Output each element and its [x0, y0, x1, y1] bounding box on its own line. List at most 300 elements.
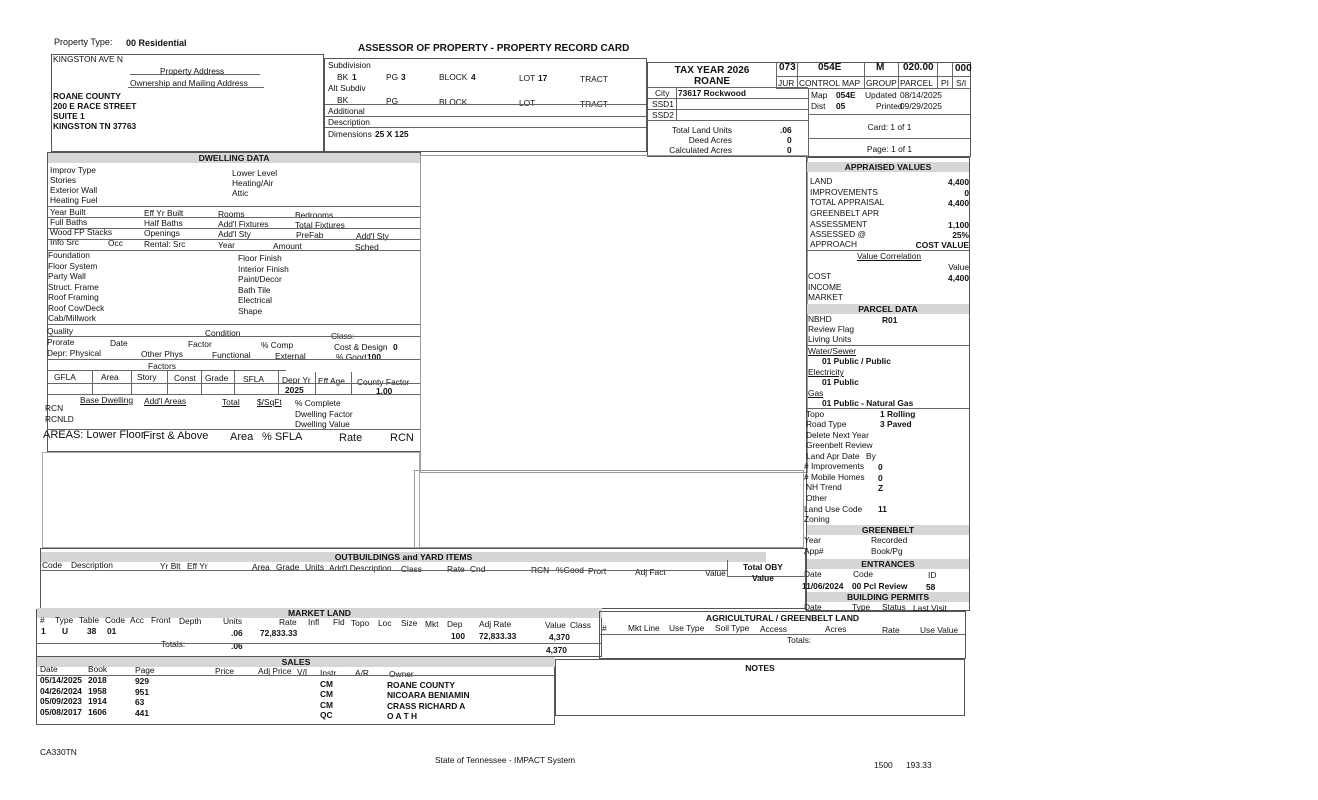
ob-cnd-label: Cnd [470, 564, 486, 574]
sale-1-date: 05/14/2025 [40, 675, 82, 685]
interior-finish-label: Interior Finish [238, 264, 289, 274]
ml-code-label: Code [105, 615, 126, 625]
ml-fld-label: Fld [333, 617, 345, 627]
sale-3-book: 1914 [88, 696, 107, 706]
greenbelt-year-label: Year [804, 535, 821, 545]
attic-label: Attic [232, 188, 249, 198]
rate-label: Rate [339, 432, 363, 444]
updated-label: Updated [865, 90, 897, 100]
alt-subdiv-label: Alt Subdiv [328, 83, 366, 93]
improvements-value: 0 [964, 188, 969, 198]
party-wall-label: Party Wall [48, 271, 86, 281]
prorate-label: Prorate [47, 337, 75, 347]
factors-label: Factors [148, 361, 176, 371]
ml-adj-rate-label: Adj Rate [479, 619, 512, 629]
cost-design-value: 0 [393, 342, 398, 352]
total-oby-label: Total OBY [743, 562, 783, 572]
ag-num-label: # [602, 623, 607, 633]
ag-totals-label: Totals: [787, 635, 812, 645]
rcnld-label: RCNLD [45, 414, 74, 424]
const-label: Const [174, 373, 196, 383]
tract-label: TRACT [580, 74, 608, 84]
sales-box [36, 657, 555, 725]
ml-topo-label: Topo [351, 618, 370, 628]
electrical-label: Electrical [238, 295, 272, 305]
depr-physical-label: Depr: Physical [47, 348, 101, 358]
ob-prort-label: Prort [588, 566, 607, 576]
gfla-label: GFLA [54, 372, 76, 382]
jur-value: 073 [779, 62, 796, 73]
nbhd-label: NBHD [808, 314, 832, 324]
exterior-wall-label: Exterior Wall [50, 185, 98, 195]
ml-mkt-label: Mkt [425, 619, 439, 629]
occ-label: Occ [108, 238, 123, 248]
cab-millwork-label: Cab/Millwork [48, 313, 96, 323]
assessment-label: ASSESSMENT [810, 219, 868, 229]
total-appraisal-value: 4,400 [948, 198, 969, 208]
bk-label: BK [337, 72, 349, 82]
cost-value: 4,400 [948, 273, 969, 283]
full-baths-label: Full Baths [50, 217, 88, 227]
calc-acres-label: Calculated Acres [669, 145, 732, 155]
rental-src-label: Rental: Src [144, 239, 186, 249]
ob-class-label: Class [401, 564, 422, 574]
updated-value: 08/14/2025 [900, 90, 942, 100]
form-code: CA330TN [40, 747, 77, 757]
road-type-value: 3 Paved [880, 419, 912, 429]
system-name: State of Tennessee - IMPACT System [435, 755, 576, 765]
entrances-id-label: ID [928, 570, 937, 580]
class-label: Class: [331, 331, 355, 341]
cost-label: COST [808, 271, 832, 281]
block-value: 4 [471, 72, 476, 82]
sales-page-label: Page [135, 665, 155, 675]
ml-row-table: 38 [87, 626, 97, 636]
ml-totals-label: Totals: [161, 639, 186, 649]
subdivision-label: Subdivision [328, 60, 371, 70]
num-improvements-value: 0 [878, 462, 883, 472]
date-label: Date [110, 338, 128, 348]
greenbelt-review-label: Greenbelt Review [806, 440, 873, 450]
printed-value: 09/29/2025 [900, 101, 942, 111]
ml-type-label: Type [55, 615, 74, 625]
control-map-value: 054E [818, 62, 842, 73]
dist-value: 05 [836, 101, 846, 111]
property-address: KINGSTON AVE N [53, 54, 123, 64]
map-value: 054E [836, 90, 856, 100]
ob-rcn-label: RCN [531, 565, 550, 575]
sale-2-page: 951 [135, 687, 149, 697]
entrances-code-label: Code [853, 569, 874, 579]
base-dwelling-label: Base Dwelling [80, 395, 134, 405]
approach-label: APPROACH [810, 239, 858, 249]
ml-row-adj-rate: 72,833.33 [479, 631, 517, 641]
permits-type-label: Type [852, 602, 871, 612]
dwelling-value-label: Dwelling Value [295, 419, 350, 429]
ml-rate-label: Rate [279, 617, 297, 627]
permits-date-label: Date [804, 602, 822, 612]
ag-acres-label: Acres [825, 624, 847, 634]
nh-trend-value: Z [878, 483, 884, 493]
tract2-label: TRACT [580, 99, 608, 109]
greenbelt-bookpg-label: Book/Pg [871, 546, 903, 556]
land-use-code-label: Land Use Code [804, 504, 863, 514]
sales-instr-label: Instr [320, 668, 337, 678]
greenbelt-recorded-label: Recorded [871, 535, 908, 545]
area-col-label: Area [101, 372, 119, 382]
depr-yr-label: Depr Yr [282, 375, 311, 385]
functional-label: Functional [212, 350, 251, 360]
ag-use-type-label: Use Type [669, 623, 705, 633]
road-type-label: Road Type [806, 419, 847, 429]
water-sewer-label: Water/Sewer [808, 346, 857, 356]
ml-dep-label: Dep [447, 619, 463, 629]
pi-label: PI [941, 78, 949, 88]
rcn-col-label: RCN [390, 432, 414, 444]
ag-rate-label: Rate [882, 625, 900, 635]
ml-row-dep: 100 [451, 631, 465, 641]
sales-date-label: Date [40, 664, 58, 674]
ob-description-label: Description [71, 560, 113, 570]
improv-type-label: Improv Type [50, 165, 96, 175]
market-label: MARKET [808, 292, 843, 302]
ob-adj-fact-label: Adj Fact [635, 567, 666, 577]
sale-2-instr: CM [320, 689, 334, 699]
ag-access-label: Access [760, 624, 787, 634]
addl-fixtures-label: Add'l Fixtures [218, 219, 269, 229]
sale-3-page: 63 [135, 697, 145, 707]
owner-line-4: KINGSTON TN 37763 [53, 121, 137, 131]
paint-decor-label: Paint/Decor [238, 274, 282, 284]
shape-label: Shape [238, 306, 263, 316]
living-units-label: Living Units [808, 334, 852, 344]
ob-eff-yr-label: Eff Yr [187, 561, 208, 571]
bk-value: 1 [352, 72, 357, 82]
total-land-units-value: .06 [780, 125, 792, 135]
appraised-values-title: APPRAISED VALUES [807, 162, 969, 172]
greenbelt-apr-label: GREENBELT APR [810, 208, 880, 218]
rooms-label: Rooms [218, 209, 245, 219]
jur-label: JUR [778, 78, 795, 88]
notes-title: NOTES [745, 663, 775, 673]
ml-infl-label: Infl [308, 617, 320, 627]
sales-ar-label: A/R [355, 668, 369, 678]
bk2-label: BK [337, 95, 349, 105]
ml-value-label: Value [545, 620, 566, 630]
county-factor-label: County Factor [357, 377, 410, 387]
topo-label: Topo [806, 409, 825, 419]
year-label: Year [218, 240, 235, 250]
first-above-label: First & Above [143, 430, 209, 442]
ob-grade-label: Grade [276, 562, 300, 572]
county-factor-value: 1.00 [376, 386, 393, 396]
ag-land-title: AGRICULTURAL / GREENBELT LAND [705, 613, 860, 623]
floor-system-label: Floor System [48, 261, 98, 271]
sfla-label: SFLA [243, 374, 264, 384]
depr-yr-value: 2025 [285, 385, 304, 395]
value-correlation-label: Value Correlation [857, 251, 922, 261]
pct-comp-label: % Comp [261, 340, 294, 350]
pct-good-label: % Good [336, 352, 367, 362]
gas-label: Gas [808, 388, 824, 398]
areas-area-label: Area [230, 431, 254, 443]
ob-units-label: Units [305, 562, 325, 572]
rcn-label: RCN [45, 403, 64, 413]
dwelling-data-title: DWELLING DATA [48, 153, 420, 163]
county-name: ROANE [693, 76, 731, 87]
additional-label: Additional [328, 106, 365, 116]
amount-label: Amount [273, 241, 302, 251]
topo-value: 1 Rolling [880, 409, 916, 419]
addl-sty-2-label: Add'l Sty [356, 231, 389, 241]
land-label: LAND [810, 176, 833, 186]
calc-acres-value: 0 [787, 145, 792, 155]
bedrooms-label: Bedrooms [295, 210, 334, 220]
quality-label: Quality [47, 326, 74, 336]
dist-label: Dist [811, 101, 826, 111]
city-label: City [655, 88, 670, 98]
printed-label: Printed [876, 101, 903, 111]
sketch-lower-area [414, 470, 804, 548]
sale-2-date: 04/26/2024 [40, 686, 82, 696]
market-land-title: MARKET LAND [37, 608, 602, 618]
value-column-label: Value [948, 262, 969, 272]
sale-4-page: 441 [135, 708, 149, 718]
ml-table-label: Table [79, 615, 100, 625]
parcel-value: 020.00 [903, 62, 934, 73]
grade-label: Grade [205, 373, 229, 383]
group-value: M [876, 62, 885, 73]
land-use-code-value: 11 [878, 504, 887, 514]
owner-line-2: 200 E RACE STREET [53, 101, 137, 111]
city-value: 73617 Rockwood [678, 88, 746, 98]
bath-tile-label: Bath Tile [238, 285, 271, 295]
external-label: External [275, 351, 306, 361]
income-label: INCOME [808, 282, 842, 292]
eff-age-label: Eff Age [318, 376, 345, 386]
year-built-label: Year Built [50, 207, 86, 217]
ml-size-label: Size [401, 618, 418, 628]
pg-value: 3 [401, 72, 406, 82]
sale-2-owner: NICOARA BENIAMIN [387, 690, 470, 700]
ml-row-type: U [62, 626, 69, 636]
total-appraisal-label: TOTAL APPRAISAL [810, 197, 885, 207]
sale-1-instr: CM [320, 679, 334, 689]
total-land-units-label: Total Land Units [671, 125, 732, 135]
half-baths-label: Half Baths [144, 218, 183, 228]
ml-acc-label: Acc [130, 615, 144, 625]
story-label: Story [137, 372, 157, 382]
permits-status-label: Status [882, 602, 906, 612]
land-value: 4,400 [948, 177, 969, 187]
property-type-label: Property Type: [54, 37, 113, 47]
num-improvements-label: # Improvements [804, 461, 865, 471]
sales-vi-label: V/I [297, 667, 308, 677]
lot-label: LOT [519, 73, 536, 83]
heating-fuel-label: Heating Fuel [50, 195, 98, 205]
sale-3-date: 05/09/2023 [40, 696, 82, 706]
ml-row-num: 1 [41, 626, 46, 636]
pct-good-value: 100 [367, 352, 381, 362]
other-label: Other [806, 493, 827, 503]
other-phys-label: Other Phys [141, 349, 183, 359]
num-mobile-homes-label: # Mobile Homes [804, 472, 865, 482]
sale-4-date: 05/08/2017 [40, 707, 82, 717]
total-oby-value-label: Value [752, 573, 774, 583]
ssd2-label: SSD2 [652, 110, 674, 120]
sqft-label: $/SqFt [257, 397, 282, 407]
ml-front-label: Front [151, 615, 171, 625]
addl-areas-label: Add'l Areas [144, 396, 187, 406]
map-label: Map [811, 90, 828, 100]
sale-1-owner: ROANE COUNTY [387, 680, 455, 690]
entrance-id: 58 [926, 582, 936, 592]
eff-yr-built-label: Eff Yr Built [144, 208, 184, 218]
sales-adj-price-label: Adj Price [258, 666, 292, 676]
sched-label: Sched [355, 242, 379, 252]
ob-code-label: Code [42, 560, 63, 570]
sale-3-owner: CRASS RICHARD A [387, 701, 466, 711]
assessed-at-value: 25% [952, 230, 969, 240]
ob-pct-good-label: %Good [556, 565, 584, 575]
ownership-label: Ownership and Mailing Address [130, 78, 248, 88]
ob-value-label: Value [705, 568, 726, 578]
areas-lower-floor-label: AREAS: Lower Floor [43, 429, 145, 441]
nh-trend-label: NH Trend [806, 482, 842, 492]
wood-fp-stacks-label: Wood FP Stacks [50, 227, 113, 237]
zoning-label: Zoning [804, 514, 830, 524]
electricity-label: Electricity [808, 367, 844, 377]
parcel-data-title: PARCEL DATA [807, 304, 969, 314]
dwelling-factor-label: Dwelling Factor [295, 409, 353, 419]
parcel-label: PARCEL [900, 78, 933, 88]
roof-cov-label: Roof Cov/Deck [48, 303, 105, 313]
stories-label: Stories [50, 175, 77, 185]
ml-row-code: 01 [107, 626, 117, 636]
permits-last-visit-label: Last Visit [913, 603, 947, 613]
sales-owner-label: Owner [389, 669, 414, 679]
ob-rate-label: Rate [447, 564, 465, 574]
delete-next-year-label: Delete Next Year [806, 430, 869, 440]
lot-value: 17 [538, 73, 548, 83]
property-type-value: 00 Residential [126, 38, 187, 48]
cost-design-label: Cost & Design [334, 342, 388, 352]
prefab-label: PreFab [296, 230, 324, 240]
addl-sty-label: Add'l Sty [218, 229, 251, 239]
floor-finish-label: Floor Finish [238, 253, 282, 263]
sales-price-label: Price [215, 666, 235, 676]
sale-1-page: 929 [135, 676, 149, 686]
lot2-label: LOT [519, 98, 536, 108]
property-address-label: Property Address [160, 66, 225, 76]
owner-line-1: ROANE COUNTY [53, 91, 121, 101]
footer-number-2: 193.33 [906, 760, 932, 770]
tax-year: TAX YEAR 2026 [674, 65, 750, 76]
deed-acres-label: Deed Acres [688, 135, 732, 145]
sales-title: SALES [37, 657, 555, 667]
deed-acres-value: 0 [787, 135, 792, 145]
ml-row-rate: 72,833.33 [260, 628, 298, 638]
outbuildings-title: OUTBUILDINGS and YARD ITEMS [41, 552, 766, 562]
page-title: ASSESSOR OF PROPERTY - PROPERTY RECORD CARD [358, 43, 630, 54]
electricity-value: 01 Public [822, 377, 859, 387]
sale-3-instr: CM [320, 700, 334, 710]
ssd1-label: SSD1 [652, 99, 674, 109]
entrance-date: 11/06/2024 [802, 581, 844, 591]
pct-complete-label: % Complete [295, 398, 341, 408]
foundation-label: Foundation [48, 250, 90, 260]
gas-value: 01 Public - Natural Gas [822, 398, 914, 408]
control-map-label: CONTROL MAP [799, 78, 861, 88]
entrances-date-label: Date [804, 569, 822, 579]
owner-line-3: SUITE 1 [53, 111, 85, 121]
ob-area-label: Area [252, 562, 270, 572]
total-fixtures-label: Total Fixtures [295, 220, 345, 230]
entrances-title: ENTRANCES [807, 559, 969, 569]
ml-row-value: 4,370 [549, 632, 570, 642]
water-sewer-value: 01 Public / Public [822, 356, 891, 366]
info-src-label: Info Src [50, 237, 79, 247]
greenbelt-app-label: App# [804, 546, 824, 556]
ml-totals-units: .06 [231, 641, 243, 651]
sketch-area [420, 155, 808, 473]
block-label: BLOCK [439, 72, 468, 82]
sales-book-label: Book [88, 664, 108, 674]
ml-grand-total: 4,370 [546, 645, 567, 655]
nbhd-value: R01 [882, 315, 898, 325]
by-label: By [866, 451, 876, 461]
ag-soil-type-label: Soil Type [715, 623, 750, 633]
improvements-label: IMPROVEMENTS [810, 187, 878, 197]
group-label: GROUP [866, 78, 897, 88]
roof-framing-label: Roof Framing [48, 292, 99, 302]
greenbelt-title: GREENBELT [807, 525, 969, 535]
ml-num-label: # [40, 615, 45, 625]
openings-label: Openings [144, 228, 180, 238]
ml-depth-label: Depth [179, 616, 202, 626]
lower-level-label: Lower Level [232, 168, 278, 178]
approach-value: COST VALUE [915, 240, 969, 250]
block2-label: BLOCK [439, 97, 468, 107]
condition-label: Condition [205, 328, 241, 338]
ml-row-units: .06 [231, 628, 243, 638]
description-label: Description [328, 117, 370, 127]
num-mobile-homes-value: 0 [878, 473, 883, 483]
ml-class-label: Class [570, 620, 591, 630]
assessed-at-label: ASSESSED @ [810, 229, 866, 239]
struct-frame-label: Struct. Frame [48, 282, 99, 292]
sale-4-instr: QC [320, 710, 333, 720]
dimensions-label: Dimensions [328, 129, 372, 139]
pg2-label: PG [386, 96, 399, 106]
footer-number-1: 1500 [874, 760, 893, 770]
dwelling-lower-area [42, 452, 420, 548]
land-apr-date-label: Land Apr Date [806, 451, 860, 461]
page-number: Page: 1 of 1 [866, 144, 913, 154]
review-flag-label: Review Flag [808, 324, 855, 334]
ml-loc-label: Loc [378, 618, 392, 628]
si-value: 000 [955, 63, 972, 74]
ob-addl-desc-label: Add'l Description [329, 563, 392, 573]
building-permits-title: BUILDING PERMITS [807, 592, 969, 602]
sale-4-owner: O A T H [387, 711, 418, 721]
ml-units-label: Units [223, 616, 243, 626]
factor-label: Factor [188, 339, 212, 349]
ag-use-value-label: Use Value [920, 625, 959, 635]
card-number: Card: 1 of 1 [867, 122, 912, 132]
entrance-code: 00 Pcl Review [852, 581, 908, 591]
total-label: Total [222, 397, 240, 407]
